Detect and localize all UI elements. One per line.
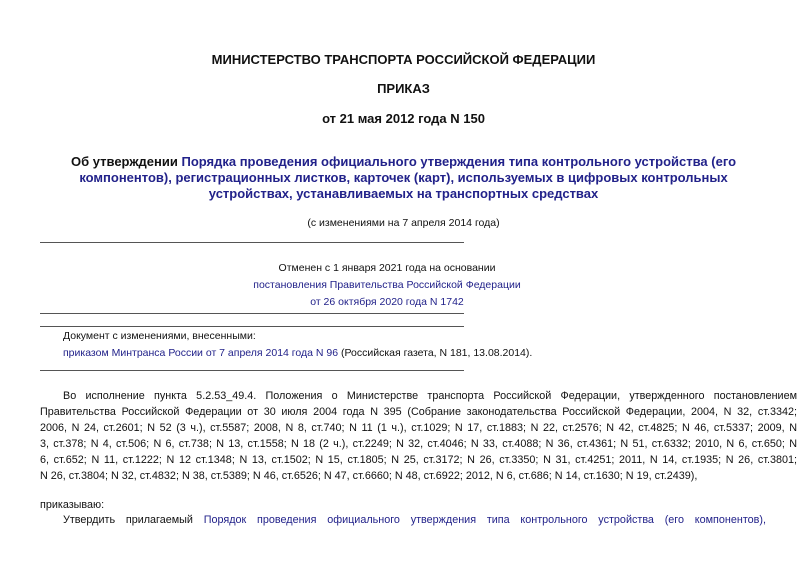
changes-link[interactable]: приказом Минтранса России от 7 апреля 2014 года N 96 (63, 347, 339, 359)
ministry-heading: МИНИСТЕРСТВО ТРАНСПОРТА РОССИЙСКОЙ ФЕДЕРАЦИИ (211, 52, 596, 67)
changes-label: Документ с изменениями, внесенными: (63, 330, 256, 342)
title-link[interactable]: компонентов), регистрационных листков, карточек (карт), используемых в цифровых контрольных (79, 170, 728, 185)
doc-type-heading: ПРИКАЗ (377, 81, 430, 96)
divider (40, 313, 464, 314)
body-line: 6, ст.652; N 11, ст.1222; N 12 ст.1348; N 13, ст.1502; N 15, ст.1805; N 25, ст.3172; N 26, ст.3350; N 31, ст.4251; 2011, N 14, ст.1935; N 26, ст.3801; (40, 454, 797, 466)
divider (40, 370, 464, 371)
changes-suffix: (Российская газета, N 181, 13.08.2014). (338, 347, 533, 359)
changes-line (63, 347, 532, 359)
doc-date-heading: от 21 мая 2012 года N 150 (322, 111, 485, 126)
repeal-link[interactable]: от 26 октября 2020 года N 1742 (310, 296, 464, 308)
body-line: 3, ст.378; N 4, ст.506; N 6, ст.738; N 13, ст.1558; N 18 (2 ч.), ст.2249; N 32, ст.4046; N 33, ст.4088; N 36, ст.4361; N 51, ст.6332; 2010, N 6, ст.650; N (40, 438, 797, 450)
body-line: Во исполнение пункта 5.2.53_49.4. Положения о Министерстве транспорта Российской Федерации, утвержденного постановлением (63, 390, 797, 402)
amended-note: (с изменениями на 7 апреля 2014 года) (307, 217, 500, 229)
body-line: N 26, ст.3804; N 32, ст.4832; N 38, ст.5389; N 46, ст.6526; N 47, ст.6660; N 48, ст.6922; 2012, N 6, ст.686; N 14, ст.1630; N 19, ст.2439), (40, 470, 698, 482)
repeal-text: Отменен с 1 января 2021 года на основании (278, 262, 496, 274)
repeal-note (175, 260, 599, 311)
divider (40, 242, 464, 243)
title-link[interactable]: устройствах, устанавливаемых на транспортных средствах (208, 186, 599, 201)
order-word: приказываю: (40, 499, 105, 511)
title-link[interactable]: Порядка проведения официального утверждения типа контрольного устройства (его (181, 154, 737, 169)
body-line: Правительства Российской Федерации от 30 июля 2004 года N 395 (Собрание законодательства Российской Федерации, 2004, N 32, ст.3342; (40, 406, 797, 418)
divider (40, 326, 464, 327)
approve-link[interactable]: Порядок проведения официального утверждения типа контрольного устройства (его компонентов), (203, 514, 766, 526)
approve-line (63, 514, 766, 526)
approve-prefix: Утвердить прилагаемый (63, 514, 193, 526)
repeal-link[interactable]: постановления Правительства Российской Федерации (253, 279, 521, 291)
doc-title (0, 154, 807, 202)
body-line: 2006, N 24, ст.2601; N 52 (3 ч.), ст.5587; 2008, N 8, ст.740; N 11 (1 ч.), ст.1029; N 17, ст.1883; N 22, ст.2576; N 42, ст.4825; N 46, ст.5337; 2009, N (40, 422, 797, 434)
title-prefix: Об утверждении (70, 154, 182, 169)
